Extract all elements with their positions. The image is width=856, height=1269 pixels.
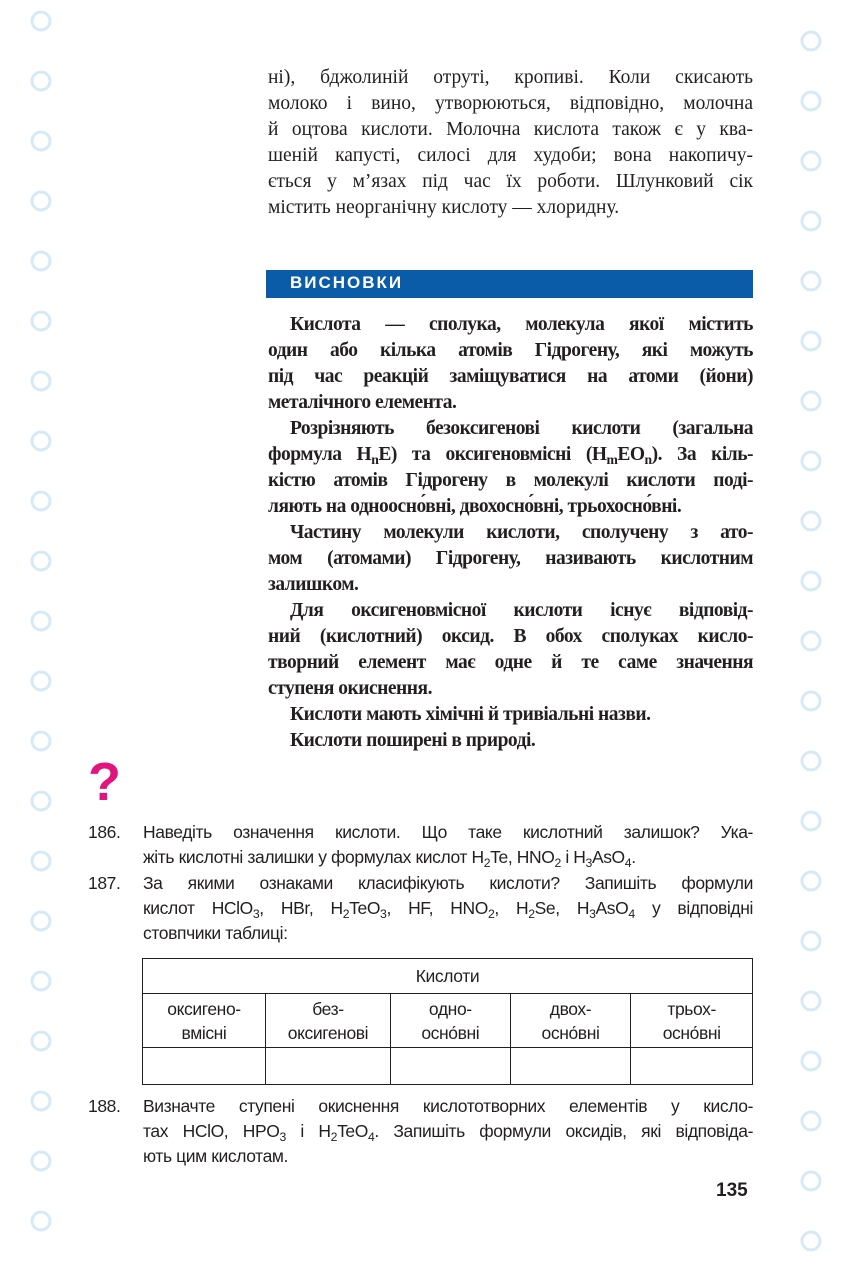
watermark-logo-icon <box>800 390 822 412</box>
watermark-logo-icon <box>800 1230 822 1252</box>
watermark-logo-icon <box>30 970 52 992</box>
text-line: Для оксигеновмісної кислоти існує відповід- <box>290 600 753 621</box>
watermark-logo-icon <box>30 910 52 932</box>
watermark-logo-icon <box>30 1210 52 1232</box>
table-header: Кислоти <box>143 959 753 994</box>
question-188 <box>88 1094 753 1169</box>
watermark-logo-icon <box>30 370 52 392</box>
text-line: тах HClO, $HPO_3$ і $H_2TeO_4$. Запишіть формули оксидів, які відповіда- <box>143 1121 754 1144</box>
watermark-logo-icon <box>800 90 822 112</box>
table-empty-row <box>143 1048 753 1085</box>
table-cell <box>390 1048 510 1085</box>
text-line: стовпчики таблиці: <box>143 923 288 943</box>
watermark-logo-icon <box>30 430 52 452</box>
table-cell <box>143 1048 266 1085</box>
watermark-logo-icon <box>800 210 822 232</box>
watermark-logo-icon <box>800 150 822 172</box>
question-187 <box>88 871 753 946</box>
text-line: ний (кислотний) оксид. В обох сполуках кисло- <box>268 626 753 647</box>
watermark-logo-icon <box>800 1050 822 1072</box>
watermark-logo-icon <box>800 690 822 712</box>
text-line: Кислота — сполука, молекула якої містить <box>290 314 753 335</box>
question-text <box>143 1094 753 1169</box>
text-line: Визначте ступені окиснення кислототворних елементів у кисло- <box>143 1096 753 1116</box>
text-line: Частину молекули кислоти, сполучену з ато- <box>290 522 753 543</box>
watermark-logo-icon <box>30 1030 52 1052</box>
watermark-logo-icon <box>800 810 822 832</box>
watermark-logo-icon <box>800 30 822 52</box>
acid-classification-table <box>142 958 753 1085</box>
watermark-logo-icon <box>800 630 822 652</box>
text-line: один або кілька атомів Гідрогену, які можуть <box>268 340 753 361</box>
text-line: формула $H_nE$) та оксигеновмісні $(H_mEO_n)$. За кіль- <box>268 444 754 467</box>
section-banner <box>266 270 753 298</box>
watermark-logo-icon <box>30 850 52 872</box>
watermark-logo-icon <box>800 1110 822 1132</box>
text-line: За якими ознаками класифікують кислоти? Запишіть формули <box>143 873 753 893</box>
text-line: молоко і вино, утворюються, відповідно, молочна <box>268 93 753 114</box>
table-cell <box>265 1048 390 1085</box>
table-cell <box>631 1048 753 1085</box>
text-line: містить неорганічну кислоту — хлоридну. <box>268 197 620 218</box>
watermark-logo-icon <box>30 550 52 572</box>
watermark-logo-icon <box>30 610 52 632</box>
watermark-logo-icon <box>800 510 822 532</box>
text-line: ється у м’язах під час їх роботи. Шлунковий сік <box>268 171 753 192</box>
question-number: 188. <box>88 1096 121 1116</box>
text-line: ляють на одноосно́вні, двохосно́вні, трьохосно́вні. <box>268 496 682 517</box>
watermark-logo-icon <box>30 130 52 152</box>
text-line: металічного елемента. <box>268 392 457 413</box>
text-line: ні), бджолиній отруті, кропиві. Коли скисають <box>268 67 753 88</box>
watermark-logo-icon <box>30 1090 52 1112</box>
table-cell <box>510 1048 631 1085</box>
text-line: Кислоти поширені в природі. <box>290 730 536 751</box>
text-line: й оцтова кислоти. Молочна кислота також є у ква- <box>268 119 753 140</box>
section-title: ВИСНОВКИ <box>290 273 404 292</box>
watermark-logo-icon <box>30 250 52 272</box>
column-header: двох- осно́вні <box>510 994 631 1048</box>
question-mark-icon: ? <box>88 752 121 812</box>
watermark-logo-icon <box>800 750 822 772</box>
question-number: 187. <box>88 873 121 893</box>
watermark-logo-icon <box>30 190 52 212</box>
text-line: під час реакцій заміщуватися на атоми (йони) <box>268 366 753 387</box>
column-header: оксигено- вмісні <box>143 994 266 1048</box>
text-line: жіть кислотні залишки у формулах кислот $H_2Te$, $HNO_2$ і $H_3AsO_4$. <box>143 847 636 870</box>
question-text <box>143 871 753 946</box>
column-header: одно- осно́вні <box>390 994 510 1048</box>
intro-paragraph <box>268 65 753 221</box>
watermark-logo-icon <box>30 790 52 812</box>
watermark-logo-icon <box>30 1150 52 1172</box>
text-line: Наведіть означення кислоти. Що таке кислотний залишок? Ука- <box>143 822 753 842</box>
watermark-logo-icon <box>800 570 822 592</box>
text-line: залишком. <box>268 574 359 595</box>
watermark-logo-icon <box>800 1170 822 1192</box>
text-line: ступеня окиснення. <box>268 678 432 699</box>
table-subheader-row <box>143 994 753 1048</box>
text-line: шеній капусті, силосі для худоби; вона накопичу- <box>268 145 753 166</box>
question-number: 186. <box>88 822 121 842</box>
question-text <box>143 820 753 870</box>
watermark-logo-icon <box>30 10 52 32</box>
watermark-logo-icon <box>30 70 52 92</box>
watermark-logo-icon <box>800 270 822 292</box>
watermark-logo-icon <box>30 670 52 692</box>
watermark-logo-icon <box>800 450 822 472</box>
text-line: Кислоти мають хімічні й тривіальні назви. <box>290 704 651 725</box>
question-186 <box>88 820 753 870</box>
column-header: трьох- осно́вні <box>631 994 753 1048</box>
watermark-logo-icon <box>800 330 822 352</box>
watermark-logo-icon <box>800 930 822 952</box>
watermark-logo-icon <box>30 730 52 752</box>
text-line: кислот HClO$_3$, HBr, $H_2TeO_3$, HF, $HNO_2$, $H_2Se$, $H_3AsO_4$ у відповідні <box>143 898 753 921</box>
column-header: без- оксигенові <box>265 994 390 1048</box>
text-line: ють цим кислотам. <box>143 1146 289 1166</box>
text-line: мом (атомами) Гідрогену, називають кислотним <box>268 548 753 569</box>
page-number: 135 <box>716 1180 748 1201</box>
text-line: творний елемент має одне й те саме значення <box>268 652 753 673</box>
watermark-logo-icon <box>800 870 822 892</box>
text-line: Розрізняють безоксигенові кислоти (загальна <box>290 418 753 439</box>
conclusions-text <box>268 312 753 754</box>
watermark-logo-icon <box>800 990 822 1012</box>
watermark-logo-icon <box>30 490 52 512</box>
text-line: кістю атомів Гідрогену в молекулі кислоти поді- <box>268 470 753 491</box>
watermark-logo-icon <box>30 310 52 332</box>
